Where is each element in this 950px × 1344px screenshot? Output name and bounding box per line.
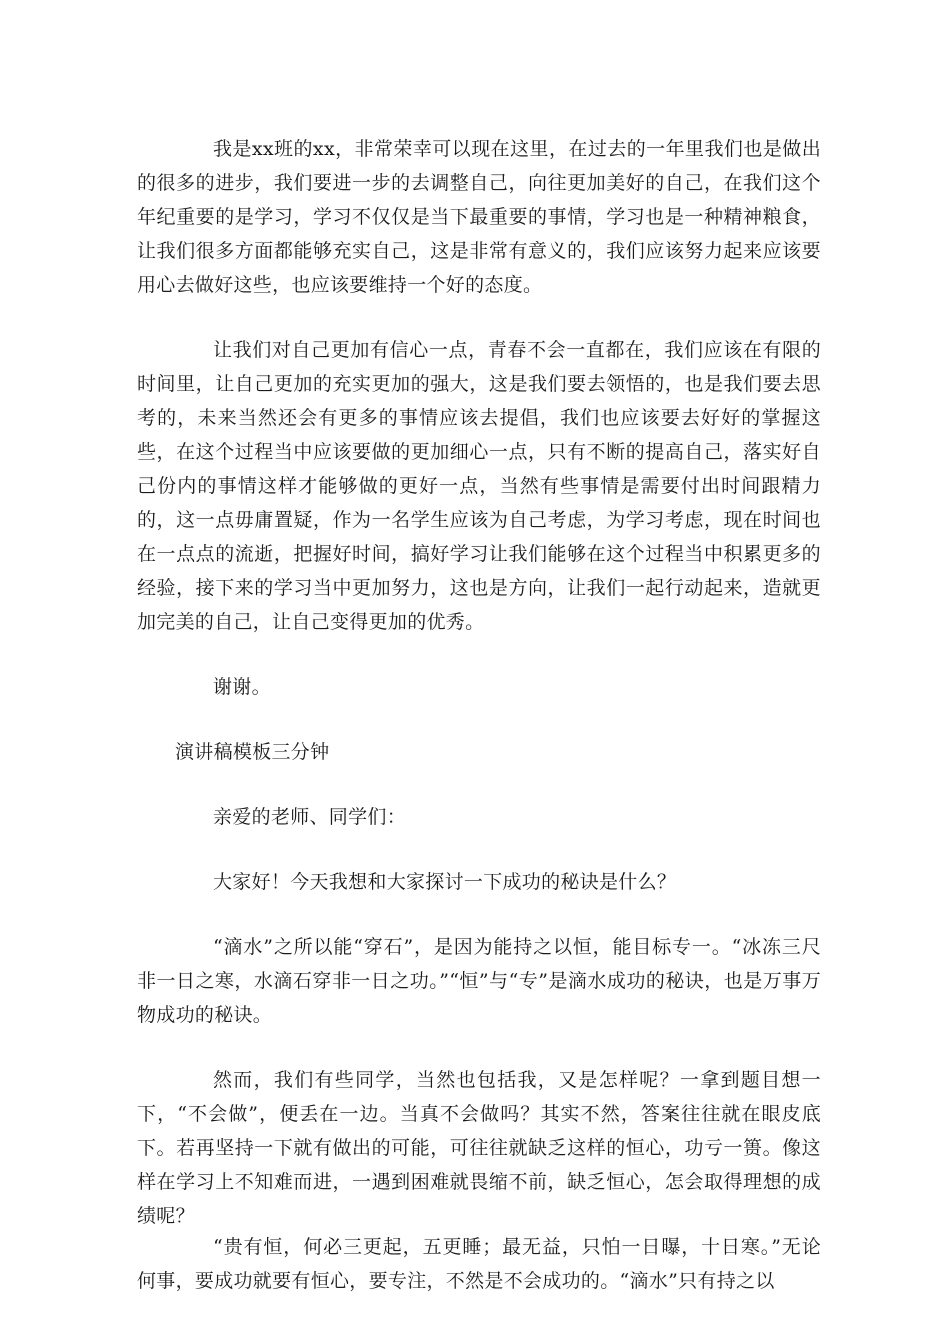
paragraph-1: 我是xx班的xx，非常荣幸可以现在这里，在过去的一年里我们也是做出的很多的进步，我们要进一步的去调整自己，向往更加美好的自己，在我们这个年纪重要的是学习，学习不仅仅是当下最重要的事情，学习也是一种精神粮食，让我们很多方面都能够充实自己，这是非常有意义的，我们应该努力起来应该要用心去做好这些，也应该要维持一个好的态度。 xyxy=(137,138,821,296)
thanks-line: 谢谢。 xyxy=(213,676,271,698)
section-title: 演讲稿模板三分钟 xyxy=(175,741,330,763)
document-page xyxy=(137,132,821,1298)
greeting: 大家好！今天我想和大家探讨一下成功的秘诀是什么？ xyxy=(213,871,677,893)
paragraph-5: “贵有恒，何必三更起，五更睡；最无益，只怕一日曝，十日寒。”无论何事，要成功就要有恒心，要专注，不然是不会成功的。“滴水”只有持之以 xyxy=(137,1236,821,1292)
paragraph-3: “滴水”之所以能“穿石”，是因为能持之以恒，能目标专一。“冰冻三尺非一日之寒，水滴石穿非一日之功。”“恒”与“专”是滴水成功的秘诀，也是万事万物成功的秘诀。 xyxy=(137,936,821,1026)
paragraph-4: 然而，我们有些同学，当然也包括我，又是怎样呢？一拿到题目想一下，“不会做”，便丢在一边。当真不会做吗？其实不然，答案往往就在眼皮底下。若再坚持一下就有做出的可能，可往往就缺乏这样的恒心，功亏一篑。像这样在学习上不知难而进，一遇到困难就畏缩不前，缺乏恒心，怎会取得理想的成绩呢？ xyxy=(137,1069,821,1227)
paragraph-2: 让我们对自己更加有信心一点，青春不会一直都在，我们应该在有限的时间里，让自己更加的充实更加的强大，这是我们要去领悟的，也是我们要去思考的，未来当然还会有更多的事情应该去提倡，我们也应该要去好好的掌握这些，在这个过程当中应该要做的更加细心一点，只有不断的提高自己，落实好自己份内的事情这样才能够做的更好一点，当然有些事情是需要付出时间跟精力的，这一点毋庸置疑，作为一名学生应该为自己考虑，为学习考虑，现在时间也在一点点的流逝，把握好时间，搞好学习让我们能够在这个过程当中积累更多的经验，接下来的学习当中更加努力，这也是方向，让我们一起行动起来，造就更加完美的自己，让自己变得更加的优秀。 xyxy=(137,339,821,633)
salutation: 亲爱的老师、同学们： xyxy=(213,806,407,828)
